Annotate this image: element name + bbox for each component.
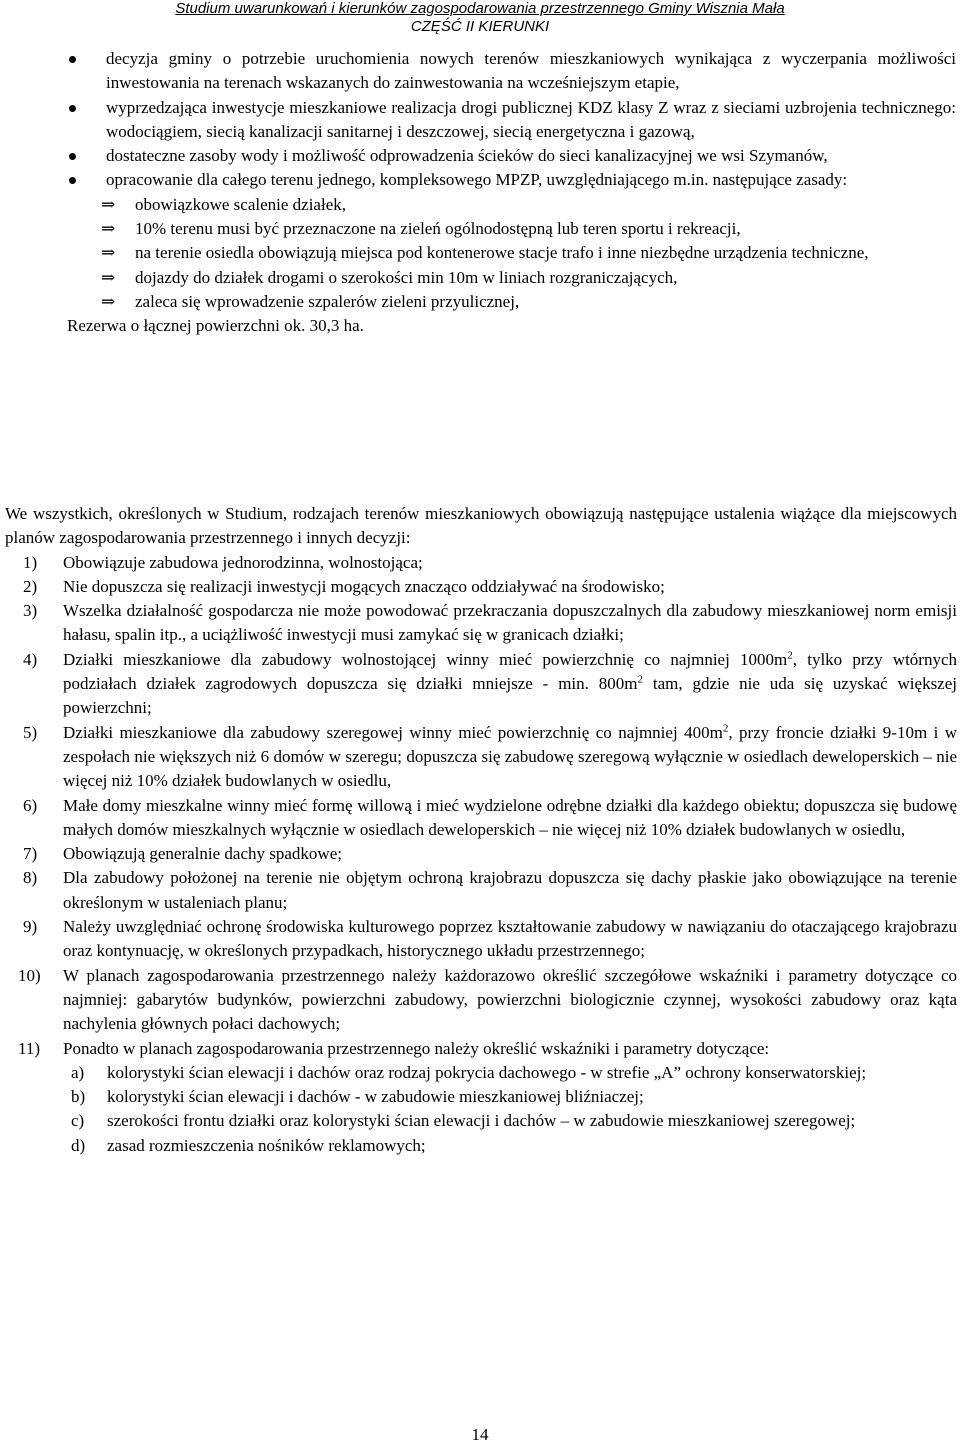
item-number: 9) (23, 917, 38, 937)
lettered-item: d) zasad rozmieszczenia nośników reklamowych; (5, 1134, 957, 1158)
lettered-item: c) szerokości frontu działki oraz kolorystyki ścian elewacji i dachów – w zabudowie mieszkaniowej szeregowej; (5, 1109, 957, 1133)
list-item: wyprzedzająca inwestycje mieszkaniowe realizacja drogi publicznej KDZ klasy Z wraz z sieciami uzbrojenia technicznego: wodociągiem, siecią kanalizacji sanitarnej i deszczowej, siecią energetyczna i gazową, (0, 96, 960, 145)
item-number: 3) (23, 601, 38, 621)
reserve-note: Rezerwa o łącznej powierzchni ok. 30,3 ha. (67, 316, 364, 336)
arrow-icon: ⇒ (101, 219, 116, 239)
header-part: CZĘŚĆ II KIERUNKI (410, 18, 550, 35)
page-header (0, 0, 960, 36)
item-number: 5) (23, 722, 38, 742)
list-item: dostateczne zasoby wody i możliwość odprowadzenia ścieków do sieci kanalizacyjnej we wsi Szymanów, (0, 144, 960, 168)
list-item: decyzja gminy o potrzebie uruchomienia nowych terenów mieszkaniowych wynikająca z wyczerpania możliwości inwestowania na terenach wskazanych do zainwestowania na wcześniejszym etapie, (0, 47, 960, 96)
item-number: 8) (23, 868, 38, 888)
item-letter: d) (71, 1135, 86, 1155)
item-number: 6) (23, 795, 38, 815)
item-letter: b) (71, 1087, 86, 1107)
rule-item: ⇒ zaleca się wprowadzenie szpalerów zieleni przyulicznej, (0, 290, 960, 314)
item-number: 4) (23, 649, 38, 669)
main-section (5, 502, 957, 1158)
arrow-icon: ⇒ (101, 243, 116, 263)
bullet-icon (69, 105, 76, 112)
arrow-icon: ⇒ (101, 291, 116, 311)
arrow-icon: ⇒ (101, 267, 116, 287)
item-number: 11) (18, 1038, 41, 1058)
item-number: 2) (23, 576, 38, 596)
bullet-icon (69, 153, 76, 160)
page-number: 14 (471, 1425, 489, 1444)
lettered-item: a) kolorystyki ścian elewacji i dachów oraz rodzaj pokrycia dachowego - w strefie „A” ochrony konserwatorskiej; (5, 1061, 957, 1085)
numbered-item: 10) W planach zagospodarowania przestrzennego należy każdorazowo określić szczegółowe wskaźniki i parametry dotyczące co najmniej: gabarytów budynków, powierzchni zabudowy, powierzchni biologicznie czynnej, wysokości zabudowy oraz kąta nachylenia głównych połaci dachowych; (18, 965, 957, 1034)
header-title: Studium uwarunkowań i kierunków zagospodarowania przestrzennego Gminy Wisznia Mała (175, 0, 785, 17)
numbered-item: 8) Dla zabudowy położonej na terenie nie objętym ochroną krajobrazu dopuszcza się dachy płaskie jako obowiązujące na terenie określonym w ustaleniach planu; (23, 868, 957, 912)
intro-paragraph: We wszystkich, określonych w Studium, rodzajach terenów mieszkaniowych obowiązują następujące ustalenia wiążące dla miejscowych planów zagospodarowania przestrzennego i innych decyzji: (5, 504, 957, 548)
item-number: 1) (23, 552, 38, 572)
rule-item: ⇒ obowiązkowe scalenie działek, (0, 193, 960, 217)
item-letter: c) (71, 1111, 85, 1131)
rule-item: ⇒ dojazdy do działek drogami o szerokości min 10m w liniach rozgraniczających, (0, 266, 960, 290)
numbered-item: 1) Obowiązuje zabudowa jednorodzinna, wolnostojąca; (5, 551, 957, 575)
numbered-item: 6) Małe domy mieszkalne winny mieć formę willową i mieć wydzielone odrębne działki dla każdego obiektu; dopuszcza się budowę małych domów mieszkalnych wyłącznie w osiedlach deweloperskich – nie więcej niż 10% działek budowlanych w osiedlu, (23, 795, 957, 839)
item-number: 7) (23, 844, 38, 864)
list-item: opracowanie dla całego terenu jednego, kompleksowego MPZP, uwzględniającego m.in. następujące zasady: (0, 168, 960, 192)
bullet-icon (69, 177, 76, 184)
arrow-icon: ⇒ (101, 194, 116, 214)
numbered-item: 7) Obowiązują generalnie dachy spadkowe; (5, 842, 957, 866)
numbered-item: 5) Działki mieszkaniowe dla zabudowy szeregowej winny mieć powierzchnię co najmniej $400m^2$, przy froncie działki 9-10m i w zespołach nie większych niż 6 domów w szeregu; dopuszcza się zabudowę szeregową wyłącznie w osiedlach deweloperskich – nie więcej niż 10% działek budowlanych w osiedlu, (23, 722, 957, 791)
numbered-item: 9) Należy uwzględniać ochronę środowiska kulturowego poprzez kształtowanie zabudowy w nawiązaniu do otaczającego krajobrazu oraz kontynuację, w określonych przypadkach, historycznego układu przestrzennego; (23, 917, 957, 961)
item-number: 10) (18, 965, 41, 985)
lettered-item: b) kolorystyki ścian elewacji i dachów - w zabudowie mieszkaniowej bliźniaczej; (5, 1085, 957, 1109)
numbered-item: 2) Nie dopuszcza się realizacji inwestycji mogących znacząco oddziaływać na środowisko; (5, 575, 957, 599)
conditions-list (0, 47, 960, 339)
numbered-item: 11) Ponadto w planach zagospodarowania przestrzennego należy określić wskaźniki i parametry dotyczące: (5, 1037, 957, 1061)
numbered-item: 4) Działki mieszkaniowe dla zabudowy wolnostojącej winny mieć powierzchnię co najmniej $1000m^2$, tylko przy wtórnych podziałach działek zagrodowych dopuszcza się działki mniejsze - min. $800m^2$ tam, gdzie nie uda się uzyskać większej powierzchni; (23, 649, 957, 718)
bullet-icon (69, 56, 76, 63)
rule-item: ⇒ na terenie osiedla obowiązują miejsca pod kontenerowe stacje trafo i inne niezbędne urządzenia techniczne, (0, 241, 960, 265)
numbered-item: 3) Wszelka działalność gospodarcza nie może powodować przekraczania dopuszczalnych dla zabudowy mieszkaniowej norm emisji hałasu, spalin itp., a uciążliwość inwestycji musi zamykać się w granicach działki; (23, 601, 957, 645)
rule-item: ⇒ 10% terenu musi być przeznaczone na zieleń ogólnodostępną lub teren sportu i rekreacji, (0, 217, 960, 241)
item-letter: a) (71, 1062, 85, 1082)
